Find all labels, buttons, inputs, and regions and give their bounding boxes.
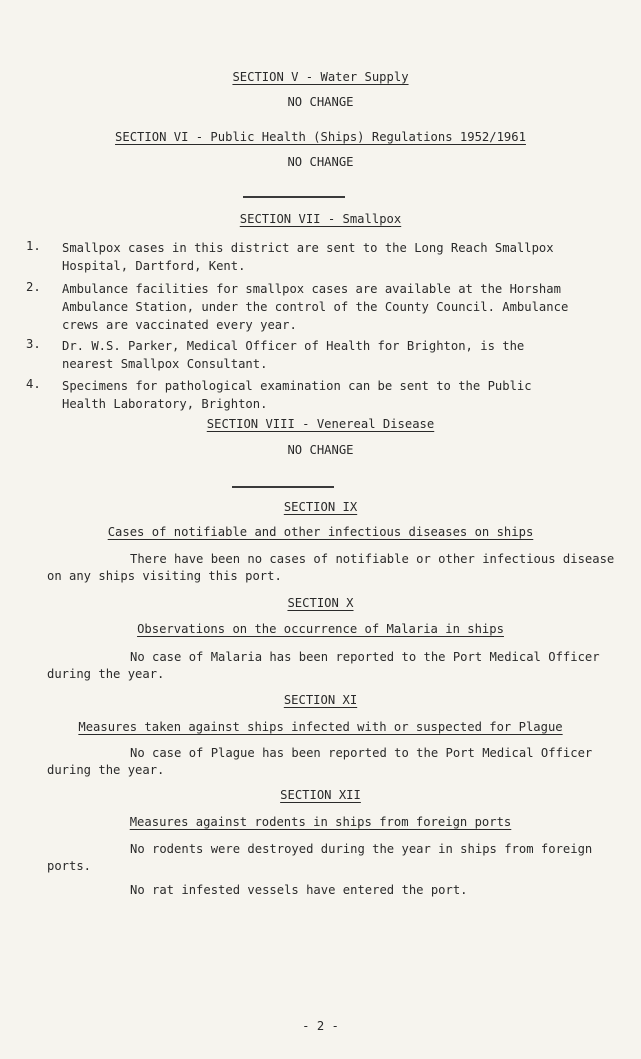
section-x-heading: SECTION X <box>287 596 354 610</box>
section-xi-paragraph-line-2: during the year. <box>47 763 165 777</box>
section-v-heading: SECTION V - Water Supply <box>232 70 409 84</box>
section-xi-heading: SECTION XI <box>283 693 358 707</box>
section-ix-paragraph-line-2: on any ships visiting this port. <box>47 569 282 583</box>
item-1-text: Smallpox cases in this district are sent to the Long Reach Smallpox Hospital, Dartford, Kent. <box>62 241 554 273</box>
section-vi-heading: SECTION VI - Public Health (Ships) Regulations 1952/1961 <box>115 130 526 144</box>
section-xii-subheading: Measures against rodents in ships from foreign ports <box>129 815 512 829</box>
section-xii-paragraph-2: No rat infested vessels have entered the port. <box>130 883 468 897</box>
section-xii-heading: SECTION XII <box>280 788 361 802</box>
item-2-number: 2. <box>26 280 41 294</box>
section-x-subheading: Observations on the occurrence of Malaria in ships <box>137 622 504 636</box>
section-ix-subheading: Cases of notifiable and other infectious diseases on ships <box>107 525 534 539</box>
item-4-text: Specimens for pathological examination can be sent to the Public Health Laboratory, Brighton. <box>62 379 532 411</box>
section-xi-subheading: Measures taken against ships infected with or suspected for Plague <box>78 720 563 734</box>
section-vi-status: NO CHANGE <box>287 155 354 169</box>
item-4-number: 4. <box>26 377 41 391</box>
section-x-paragraph-line-2: during the year. <box>47 667 165 681</box>
divider-rule <box>243 196 345 198</box>
section-xi-paragraph-line-1: No case of Plague has been reported to the Port Medical Officer <box>130 746 593 760</box>
page-number: - 2 - <box>302 1019 339 1033</box>
section-x-paragraph-line-1: No case of Malaria has been reported to the Port Medical Officer <box>130 650 600 664</box>
section-vii-heading: SECTION VII - Smallpox <box>239 212 402 226</box>
item-3-text: Dr. W.S. Parker, Medical Officer of Health for Brighton, is the nearest Smallpox Consultant. <box>62 339 525 371</box>
section-viii-status: NO CHANGE <box>287 443 354 457</box>
item-1-number: 1. <box>26 239 41 253</box>
divider-rule <box>232 486 334 488</box>
section-ix-paragraph-line-1: There have been no cases of notifiable or other infectious disease <box>130 552 615 566</box>
item-2-text: Ambulance facilities for smallpox cases are available at the Horsham Ambulance Station, under the control of the County Council. Ambulance crews are vaccinated every year. <box>62 282 569 332</box>
section-viii-heading: SECTION VIII - Venereal Disease <box>206 417 435 431</box>
section-ix-heading: SECTION IX <box>283 500 358 514</box>
section-xii-paragraph-line-1: No rodents were destroyed during the year in ships from foreign <box>130 842 593 856</box>
item-3-number: 3. <box>26 337 41 351</box>
section-xii-paragraph-line-2: ports. <box>47 859 92 873</box>
section-v-status: NO CHANGE <box>287 95 354 109</box>
